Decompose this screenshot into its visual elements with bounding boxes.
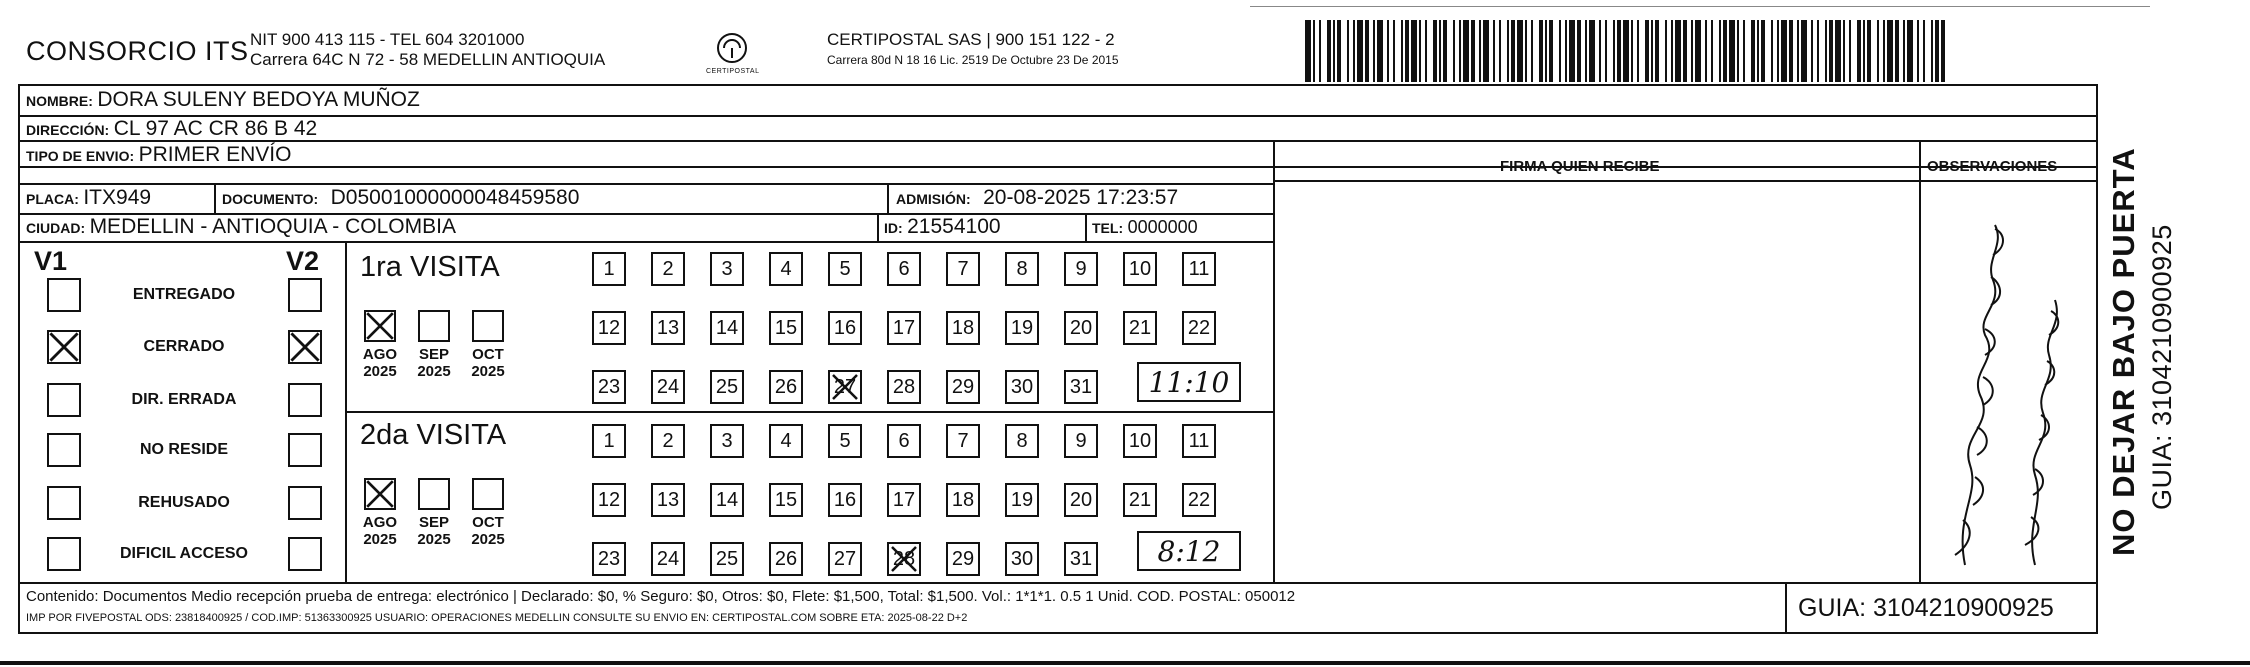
- first-visit-title: 1ra VISITA: [360, 251, 500, 283]
- month-checkbox: [472, 478, 504, 510]
- day-box: 1: [592, 252, 626, 286]
- barcode-bar: [1411, 20, 1417, 82]
- barcode-bar: [1365, 20, 1369, 82]
- day-box: 27: [828, 542, 862, 576]
- day-box: 16: [828, 483, 862, 517]
- day-box: 2: [651, 424, 685, 458]
- day-box: 17: [887, 483, 921, 517]
- barcode-bar: [1867, 20, 1871, 82]
- day-box: 15: [769, 311, 803, 345]
- barcode-bar: [1691, 20, 1693, 82]
- x-mark-icon: [889, 544, 919, 574]
- day-box: 26: [769, 370, 803, 404]
- status-label: CERRADO: [143, 338, 225, 355]
- x-mark-icon: [830, 372, 860, 402]
- barcode-bar: [1401, 20, 1403, 82]
- barcode-bar: [1327, 20, 1331, 82]
- v1-checkbox: [47, 537, 81, 571]
- day-box: 28: [887, 542, 921, 576]
- month-label: OCT 2025: [471, 346, 505, 380]
- day-box: 29: [946, 370, 980, 404]
- status-label: NO RESIDE: [139, 441, 228, 458]
- month-checkbox: [418, 310, 450, 342]
- month-checkbox: [418, 478, 450, 510]
- barcode-bar: [1887, 20, 1893, 82]
- day-box: 1: [592, 424, 626, 458]
- day-box: 27: [828, 370, 862, 404]
- day-box: 4: [769, 252, 803, 286]
- admision-field: ADMISIÓN: 20-08-2025 17:23:57: [896, 186, 1179, 209]
- barcode-bar: [1907, 20, 1913, 82]
- certi-line: CERTIPOSTAL SAS | 900 151 122 - 2: [827, 30, 1115, 49]
- status-label: DIFICIL ACCESO: [119, 545, 248, 562]
- barcode-bar: [1631, 20, 1633, 82]
- status-label: ENTREGADO: [132, 286, 236, 303]
- direccion-value: CL 97 AC CR 86 B 42: [113, 117, 318, 140]
- barcode-bar: [1565, 20, 1567, 82]
- barcode-bar: [1719, 20, 1721, 82]
- barcode-bar: [1319, 20, 1321, 82]
- barcode-bar: [1337, 20, 1341, 82]
- nombre-value: DORA SULENY BEDOYA MUÑOZ: [97, 88, 420, 111]
- barcode-bar: [1507, 20, 1509, 82]
- barcode-bar: [1393, 20, 1395, 82]
- x-mark-icon: [364, 310, 396, 342]
- day-box: 19: [1005, 483, 1039, 517]
- day-box: 12: [592, 311, 626, 345]
- day-box: 7: [946, 252, 980, 286]
- x-mark-icon: [288, 330, 322, 364]
- barcode-bar: [1695, 20, 1701, 82]
- barcode-bar: [1525, 20, 1527, 82]
- barcode-bar: [1347, 20, 1349, 82]
- barcode-bar: [1585, 20, 1587, 82]
- barcode-bar: [1655, 20, 1659, 82]
- ciudad-field: CIUDAD: MEDELLIN - ANTIOQUIA - COLOMBIA: [26, 215, 456, 238]
- barcode-bar: [1387, 20, 1389, 82]
- day-box: 10: [1123, 252, 1157, 286]
- v1-checkbox: [47, 486, 81, 520]
- barcode-bar: [1637, 20, 1639, 82]
- barcode-bar: [1373, 20, 1375, 82]
- id-value: 21554100: [907, 215, 1001, 238]
- barcode-bar: [1559, 20, 1561, 82]
- no-dejar-bajo-puerta: NO DEJAR BAJO PUERTA: [2106, 147, 2141, 556]
- day-box: 6: [887, 252, 921, 286]
- barcode-bar: [1903, 20, 1905, 82]
- day-box: 2: [651, 252, 685, 286]
- barcode-bar: [1883, 20, 1885, 82]
- direccion-field: DIRECCIÓN: CL 97 AC CR 86 B 42: [26, 117, 318, 140]
- barcode-bar: [1757, 20, 1759, 82]
- barcode-bar: [1789, 20, 1793, 82]
- day-box: 14: [710, 311, 744, 345]
- barcode-bar: [1589, 20, 1595, 82]
- barcode-bar: [1751, 20, 1755, 82]
- status-label: DIR. ERRADA: [131, 391, 237, 408]
- barcode-bar: [1419, 20, 1421, 82]
- day-box: 21: [1123, 483, 1157, 517]
- barcode-bar: [1817, 20, 1819, 82]
- day-box: 20: [1064, 483, 1098, 517]
- barcode-bar: [1483, 20, 1489, 82]
- day-box: 25: [710, 370, 744, 404]
- day-box: 24: [651, 370, 685, 404]
- day-box: 9: [1064, 252, 1098, 286]
- day-box: 15: [769, 483, 803, 517]
- placa-field: PLACA: ITX949: [26, 186, 152, 209]
- barcode-bar: [1941, 20, 1945, 82]
- barcode-bar: [1777, 20, 1779, 82]
- barcode-bar: [1801, 20, 1807, 82]
- day-box: 7: [946, 424, 980, 458]
- day-box: 31: [1064, 370, 1098, 404]
- barcode-bar: [1797, 20, 1799, 82]
- barcode-bar: [1835, 20, 1841, 82]
- month-label: AGO 2025: [362, 346, 398, 380]
- certipostal-info: [827, 30, 1119, 70]
- barcode-bar: [1305, 20, 1311, 82]
- nombre-field: NOMBRE: DORA SULENY BEDOYA MUÑOZ: [26, 88, 420, 111]
- barcode-bar: [1613, 20, 1615, 82]
- barcode-bar: [1811, 20, 1813, 82]
- day-box: 11: [1182, 252, 1216, 286]
- documento-field: DOCUMENTO: D05001000000048459580: [222, 186, 580, 209]
- logo-text: CERTIPOSTAL: [706, 68, 760, 75]
- barcode-bar: [1443, 20, 1447, 82]
- nit-line: NIT 900 413 115 - TEL 604 3201000: [250, 30, 525, 49]
- address-line: Carrera 64C N 72 - 58 MEDELLIN ANTIOQUIA: [250, 50, 606, 69]
- barcode-bar: [1863, 20, 1865, 82]
- day-box: 11: [1182, 424, 1216, 458]
- barcode-bar: [1313, 20, 1315, 82]
- day-box: 3: [710, 252, 744, 286]
- company-contact: [250, 30, 605, 70]
- barcode-bar: [1517, 20, 1523, 82]
- barcode-bar: [1549, 20, 1553, 82]
- day-box: 18: [946, 483, 980, 517]
- second-visit-title: 2da VISITA: [360, 419, 507, 451]
- barcode-bar: [1405, 20, 1409, 82]
- v1-header: V1: [34, 246, 68, 276]
- barcode-bar: [1617, 20, 1621, 82]
- barcode-bar: [1877, 20, 1879, 82]
- day-box: 24: [651, 542, 685, 576]
- day-box: 13: [651, 311, 685, 345]
- month-checkbox: [472, 310, 504, 342]
- day-box: 12: [592, 483, 626, 517]
- second-visit-time: 8:12: [1137, 531, 1241, 571]
- first-visit-time: 11:10: [1137, 362, 1241, 402]
- barcode-bar: [1439, 20, 1441, 82]
- day-box: 4: [769, 424, 803, 458]
- company-name: CONSORCIO ITS: [26, 36, 249, 66]
- barcode-bar: [1425, 20, 1427, 82]
- barcode-bar: [1479, 20, 1481, 82]
- barcode-bar: [1499, 20, 1501, 82]
- v2-checkbox: [288, 383, 322, 417]
- documento-value: D05001000000048459580: [330, 186, 580, 209]
- side-guia: GUIA: 3104210900925: [2147, 224, 2177, 510]
- day-box: 28: [887, 370, 921, 404]
- footer-guia: GUIA: 3104210900925: [1798, 594, 2054, 622]
- day-box: 6: [887, 424, 921, 458]
- barcode-bar: [1333, 20, 1335, 82]
- day-box: 21: [1123, 311, 1157, 345]
- barcode-bar: [1569, 20, 1575, 82]
- barcode-bar: [1737, 20, 1739, 82]
- month-label: SEP 2025: [417, 346, 451, 380]
- barcode-bar: [1829, 20, 1833, 82]
- v2-header: V2: [286, 246, 320, 276]
- day-box: 30: [1005, 542, 1039, 576]
- day-box: 19: [1005, 311, 1039, 345]
- barcode-bar: [1711, 20, 1713, 82]
- day-box: 22: [1182, 483, 1216, 517]
- barcode-bar: [1931, 20, 1933, 82]
- tipo-envio-value: PRIMER ENVÍO: [138, 143, 292, 166]
- barcode-bar: [1917, 20, 1919, 82]
- day-box: 20: [1064, 311, 1098, 345]
- day-box: 30: [1005, 370, 1039, 404]
- barcode-bar: [1761, 20, 1765, 82]
- day-box: 17: [887, 311, 921, 345]
- barcode-bar: [1599, 20, 1601, 82]
- barcode-bar: [1577, 20, 1581, 82]
- month-label: OCT 2025: [471, 514, 505, 548]
- day-box: 13: [651, 483, 685, 517]
- day-box: 29: [946, 542, 980, 576]
- barcode-bar: [1545, 20, 1547, 82]
- barcode-bar: [1531, 20, 1533, 82]
- v2-checkbox: [288, 486, 322, 520]
- admision-value: 20-08-2025 17:23:57: [983, 186, 1179, 209]
- day-box: 31: [1064, 542, 1098, 576]
- x-mark-icon: [47, 330, 81, 364]
- contenido-text: Contenido: Documentos Medio recepción prueba de entrega: electrónico | Declarado: $0, % Seguro: $0, Otros: $0, Flete: $1,500, Total: $1,500. Vol.: 1*1*1. 0.5 1 Unid. COD. POSTAL: 050012: [26, 588, 1296, 605]
- barcode-bar: [1665, 20, 1667, 82]
- v1-checkbox: [47, 383, 81, 417]
- day-box: 3: [710, 424, 744, 458]
- v1-checkbox: [47, 433, 81, 467]
- barcode-bar: [1705, 20, 1707, 82]
- barcode-bar: [1935, 20, 1939, 82]
- day-box: 14: [710, 483, 744, 517]
- barcode-bar: [1843, 20, 1845, 82]
- day-box: 10: [1123, 424, 1157, 458]
- tel-value: 0000000: [1127, 217, 1198, 237]
- certipostal-logo-icon: [712, 28, 752, 68]
- day-box: 18: [946, 311, 980, 345]
- v2-checkbox: [288, 433, 322, 467]
- barcode-bar: [1539, 20, 1543, 82]
- placa-value: ITX949: [83, 186, 152, 209]
- barcode-bar: [1623, 20, 1629, 82]
- month-label: AGO 2025: [362, 514, 398, 548]
- barcode-bar: [1463, 20, 1469, 82]
- barcode-bar: [1433, 20, 1437, 82]
- barcode-bar: [1453, 20, 1455, 82]
- day-box: 23: [592, 542, 626, 576]
- barcode-bar: [1857, 20, 1861, 82]
- day-box: 8: [1005, 252, 1039, 286]
- ciudad-value: MEDELLIN - ANTIOQUIA - COLOMBIA: [89, 215, 456, 238]
- barcode-bar: [1459, 20, 1461, 82]
- day-box: 26: [769, 542, 803, 576]
- day-box: 5: [828, 424, 862, 458]
- barcode-bar: [1683, 20, 1687, 82]
- barcode-bar: [1895, 20, 1899, 82]
- day-box: 25: [710, 542, 744, 576]
- imp-text: IMP POR FIVEPOSTAL ODS: 23818400925 / COD.IMP: 51363300925 USUARIO: OPERACIONES MEDELLIN CONSULTE SU ENVIO EN: CERTIPOSTAL.COM SOBRE ETA: 2025-08-22 D+2: [26, 612, 968, 624]
- observaciones-handwriting: [1925, 185, 2093, 580]
- day-box: 5: [828, 252, 862, 286]
- day-box: 8: [1005, 424, 1039, 458]
- barcode-bar: [1651, 20, 1653, 82]
- status-label: REHUSADO: [138, 494, 230, 511]
- barcode-bar: [1671, 20, 1673, 82]
- day-box: 23: [592, 370, 626, 404]
- id-field: ID: 21554100: [884, 215, 1001, 238]
- barcode-bar: [1723, 20, 1727, 82]
- v1-checkbox: [47, 278, 81, 312]
- tipo-envio-field: TIPO DE ENVIO: PRIMER ENVÍO: [26, 143, 292, 166]
- barcode-bar: [1849, 20, 1851, 82]
- day-box: 16: [828, 311, 862, 345]
- barcode-bar: [1493, 20, 1495, 82]
- firma-header: FIRMA QUIEN RECIBE: [1500, 158, 1660, 175]
- v2-checkbox: [288, 537, 322, 571]
- month-label: SEP 2025: [417, 514, 451, 548]
- barcode-bar: [1923, 20, 1925, 82]
- barcode-bar: [1781, 20, 1787, 82]
- day-box: 9: [1064, 424, 1098, 458]
- barcode-bar: [1743, 20, 1745, 82]
- barcode-bar: [1645, 20, 1649, 82]
- observaciones-header: OBSERVACIONES: [1927, 158, 2058, 175]
- v2-checkbox: [288, 278, 322, 312]
- barcode-bar: [1825, 20, 1827, 82]
- x-mark-icon: [364, 478, 396, 510]
- barcode-bar: [1675, 20, 1681, 82]
- barcode: [1305, 20, 1945, 82]
- barcode-bar: [1729, 20, 1735, 82]
- barcode-bar: [1357, 20, 1363, 82]
- barcode-bar: [1471, 20, 1475, 82]
- certi-sub: Carrera 80d N 18 16 Lic. 2519 De Octubre 23 De 2015: [827, 53, 1119, 67]
- barcode-bar: [1377, 20, 1383, 82]
- barcode-bar: [1353, 20, 1355, 82]
- tel-field: TEL: 0000000: [1092, 217, 1198, 237]
- day-box: 22: [1182, 311, 1216, 345]
- barcode-bar: [1771, 20, 1773, 82]
- barcode-bar: [1605, 20, 1607, 82]
- barcode-bar: [1511, 20, 1515, 82]
